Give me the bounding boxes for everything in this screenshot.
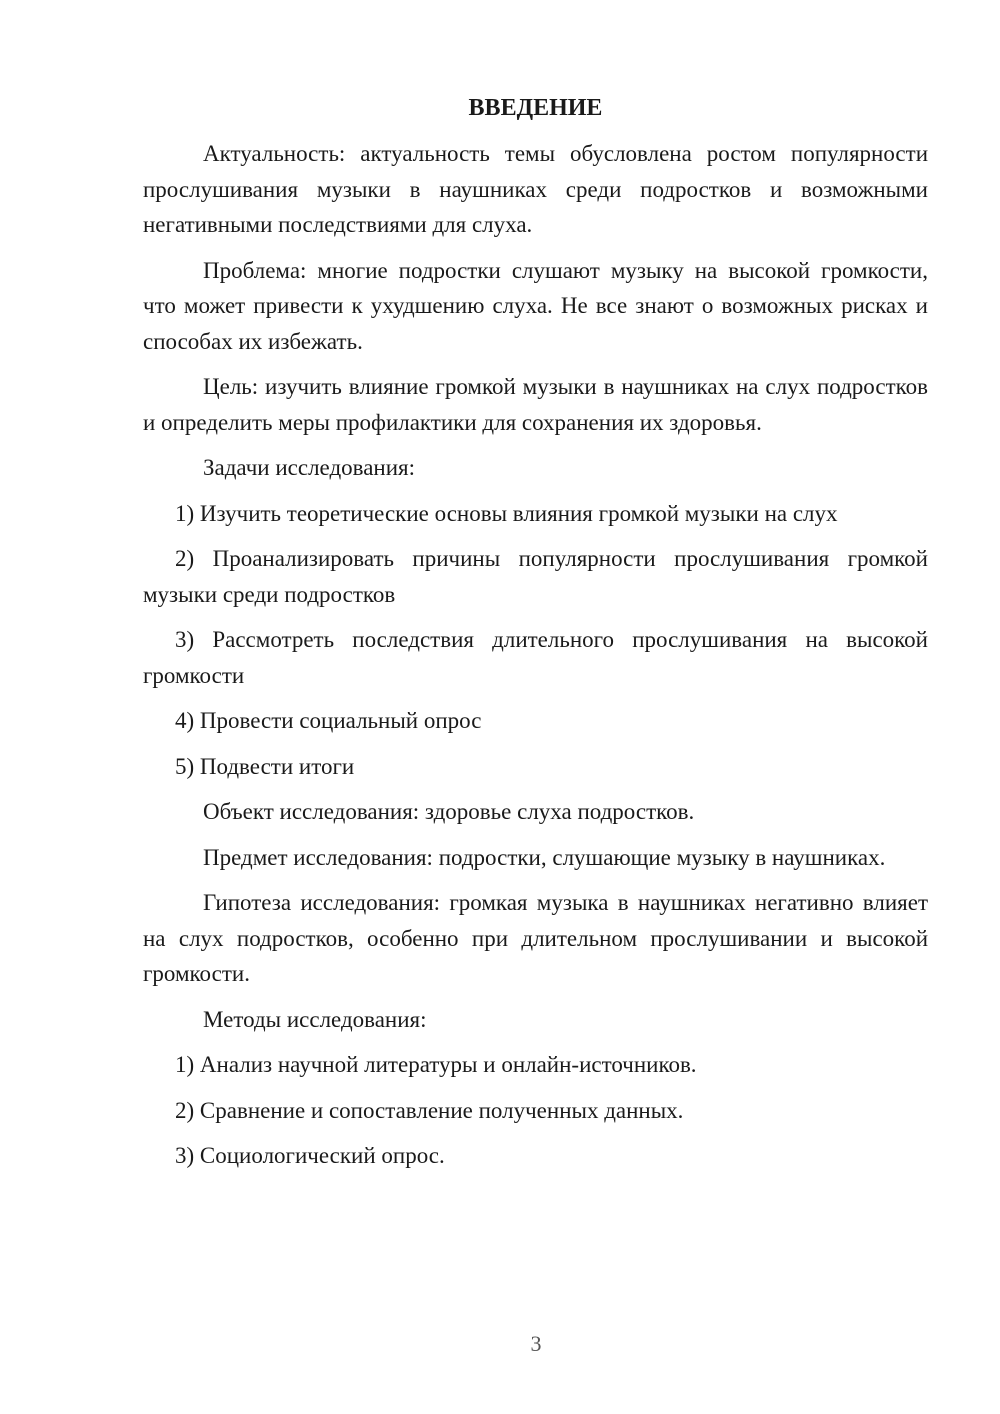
goal-paragraph: Цель: изучить влияние громкой музыки в наушниках на слух подростков и определить меры профилактики для сохранения их здоровья. — [143, 374, 928, 435]
method-item: 2) Сравнение и сопоставление полученных данных. — [175, 1097, 684, 1123]
task-item: 2) Проанализировать причины популярности прослушивания громкой музыки среди подростков — [143, 546, 928, 607]
relevance-paragraph: Актуальность: актуальность темы обусловлена ростом популярности прослушивания музыки в наушниках среди подростков и возможными негативными последствиями для слуха. — [143, 141, 928, 237]
task-item: 4) Провести социальный опрос — [175, 708, 482, 733]
task-item: 1) Изучить теоретические основы влияния громкой музыки на слух — [175, 500, 838, 526]
hypothesis-paragraph: Гипотеза исследования: громкая музыка в наушниках негативно влияет на слух подростков, особенно при длительном прослушивании и высокой громкости. — [143, 890, 928, 986]
task-item: 3) Рассмотреть последствия длительного прослушивания на высокой громкости — [143, 627, 928, 688]
method-item: 1) Анализ научной литературы и онлайн-источников. — [175, 1052, 697, 1077]
page-number: 3 — [530, 1331, 542, 1356]
method-item: 3) Социологический опрос. — [175, 1143, 445, 1168]
document-page — [143, 91, 928, 1184]
methods-title: Методы исследования: — [203, 1006, 427, 1032]
object-paragraph: Объект исследования: здоровье слуха подростков. — [203, 799, 695, 824]
task-item: 5) Подвести итоги — [175, 753, 355, 779]
section-heading: ВВЕДЕНИЕ — [468, 95, 603, 121]
subject-paragraph: Предмет исследования: подростки, слушающие музыку в наушниках. — [203, 844, 886, 870]
tasks-title: Задачи исследования: — [203, 455, 416, 480]
problem-paragraph: Проблема: многие подростки слушают музыку на высокой громкости, что может привести к ухудшению слуха. Не все знают о возможных рисках и способах их избежать. — [143, 257, 928, 354]
